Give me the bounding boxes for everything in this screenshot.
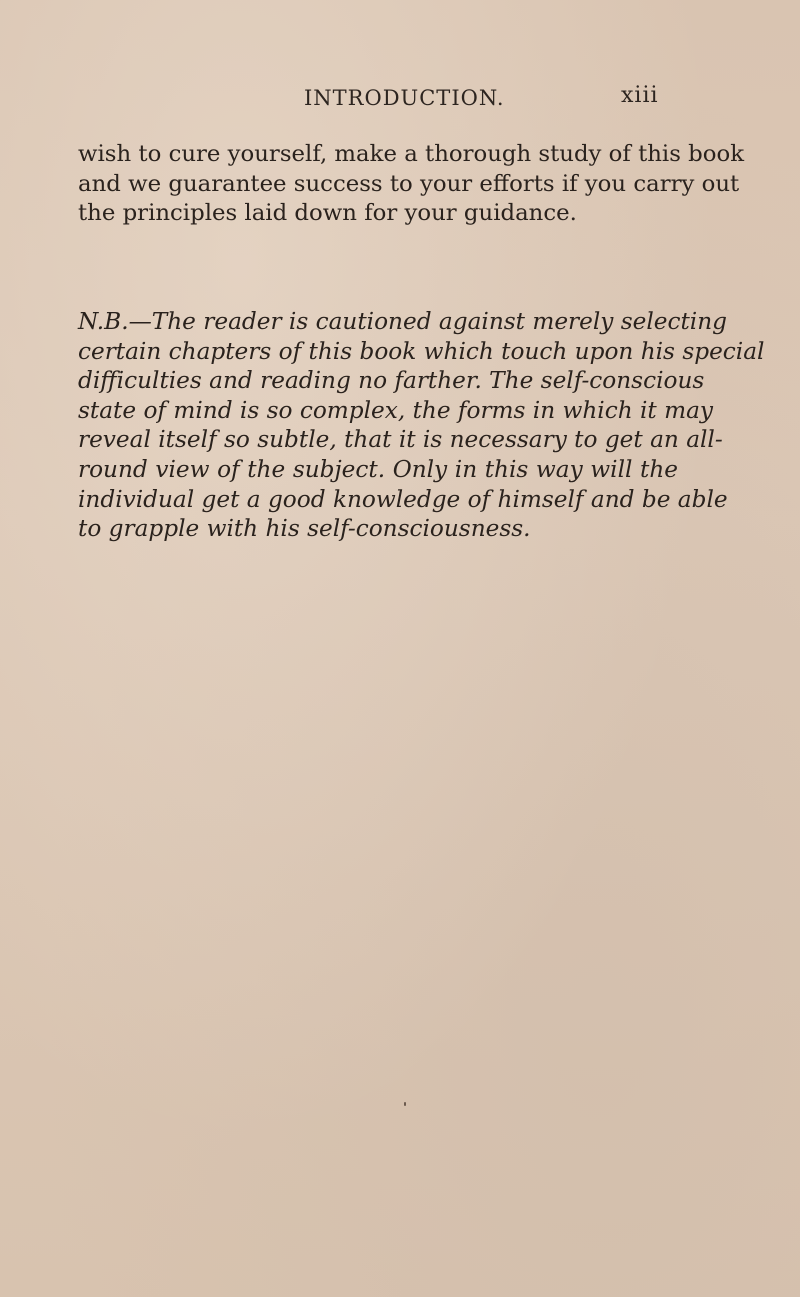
nota-bene-note — [78, 307, 765, 544]
text-line: and we guarantee success to your efforts if you carry out — [78, 170, 740, 197]
paragraph-continued — [78, 140, 745, 229]
running-head-title: INTRODUCTION. — [304, 86, 505, 110]
note-line: individual get a good knowledge of himself and be able — [78, 485, 728, 513]
note-line: certain chapters of this book which touch upon his special — [78, 337, 765, 365]
paper-speck — [404, 1102, 406, 1106]
note-line: to grapple with his self-consciousness. — [78, 515, 531, 543]
note-line: N.B.—The reader is cautioned against merely selecting — [78, 308, 728, 335]
running-head — [0, 83, 800, 126]
note-line: difficulties and reading no farther. The self-conscious — [78, 367, 705, 395]
note-line: reveal itself so subtle, that it is necessary to get an all- — [78, 426, 723, 454]
text-line: wish to cure yourself, make a thorough study of this book — [78, 141, 745, 167]
page-number: xiii — [621, 83, 659, 108]
text-line: the principles laid down for your guidance. — [78, 200, 577, 226]
note-line: round view of the subject. Only in this way will the — [78, 455, 678, 483]
note-line: state of mind is so complex, the forms in which it may — [78, 396, 714, 424]
